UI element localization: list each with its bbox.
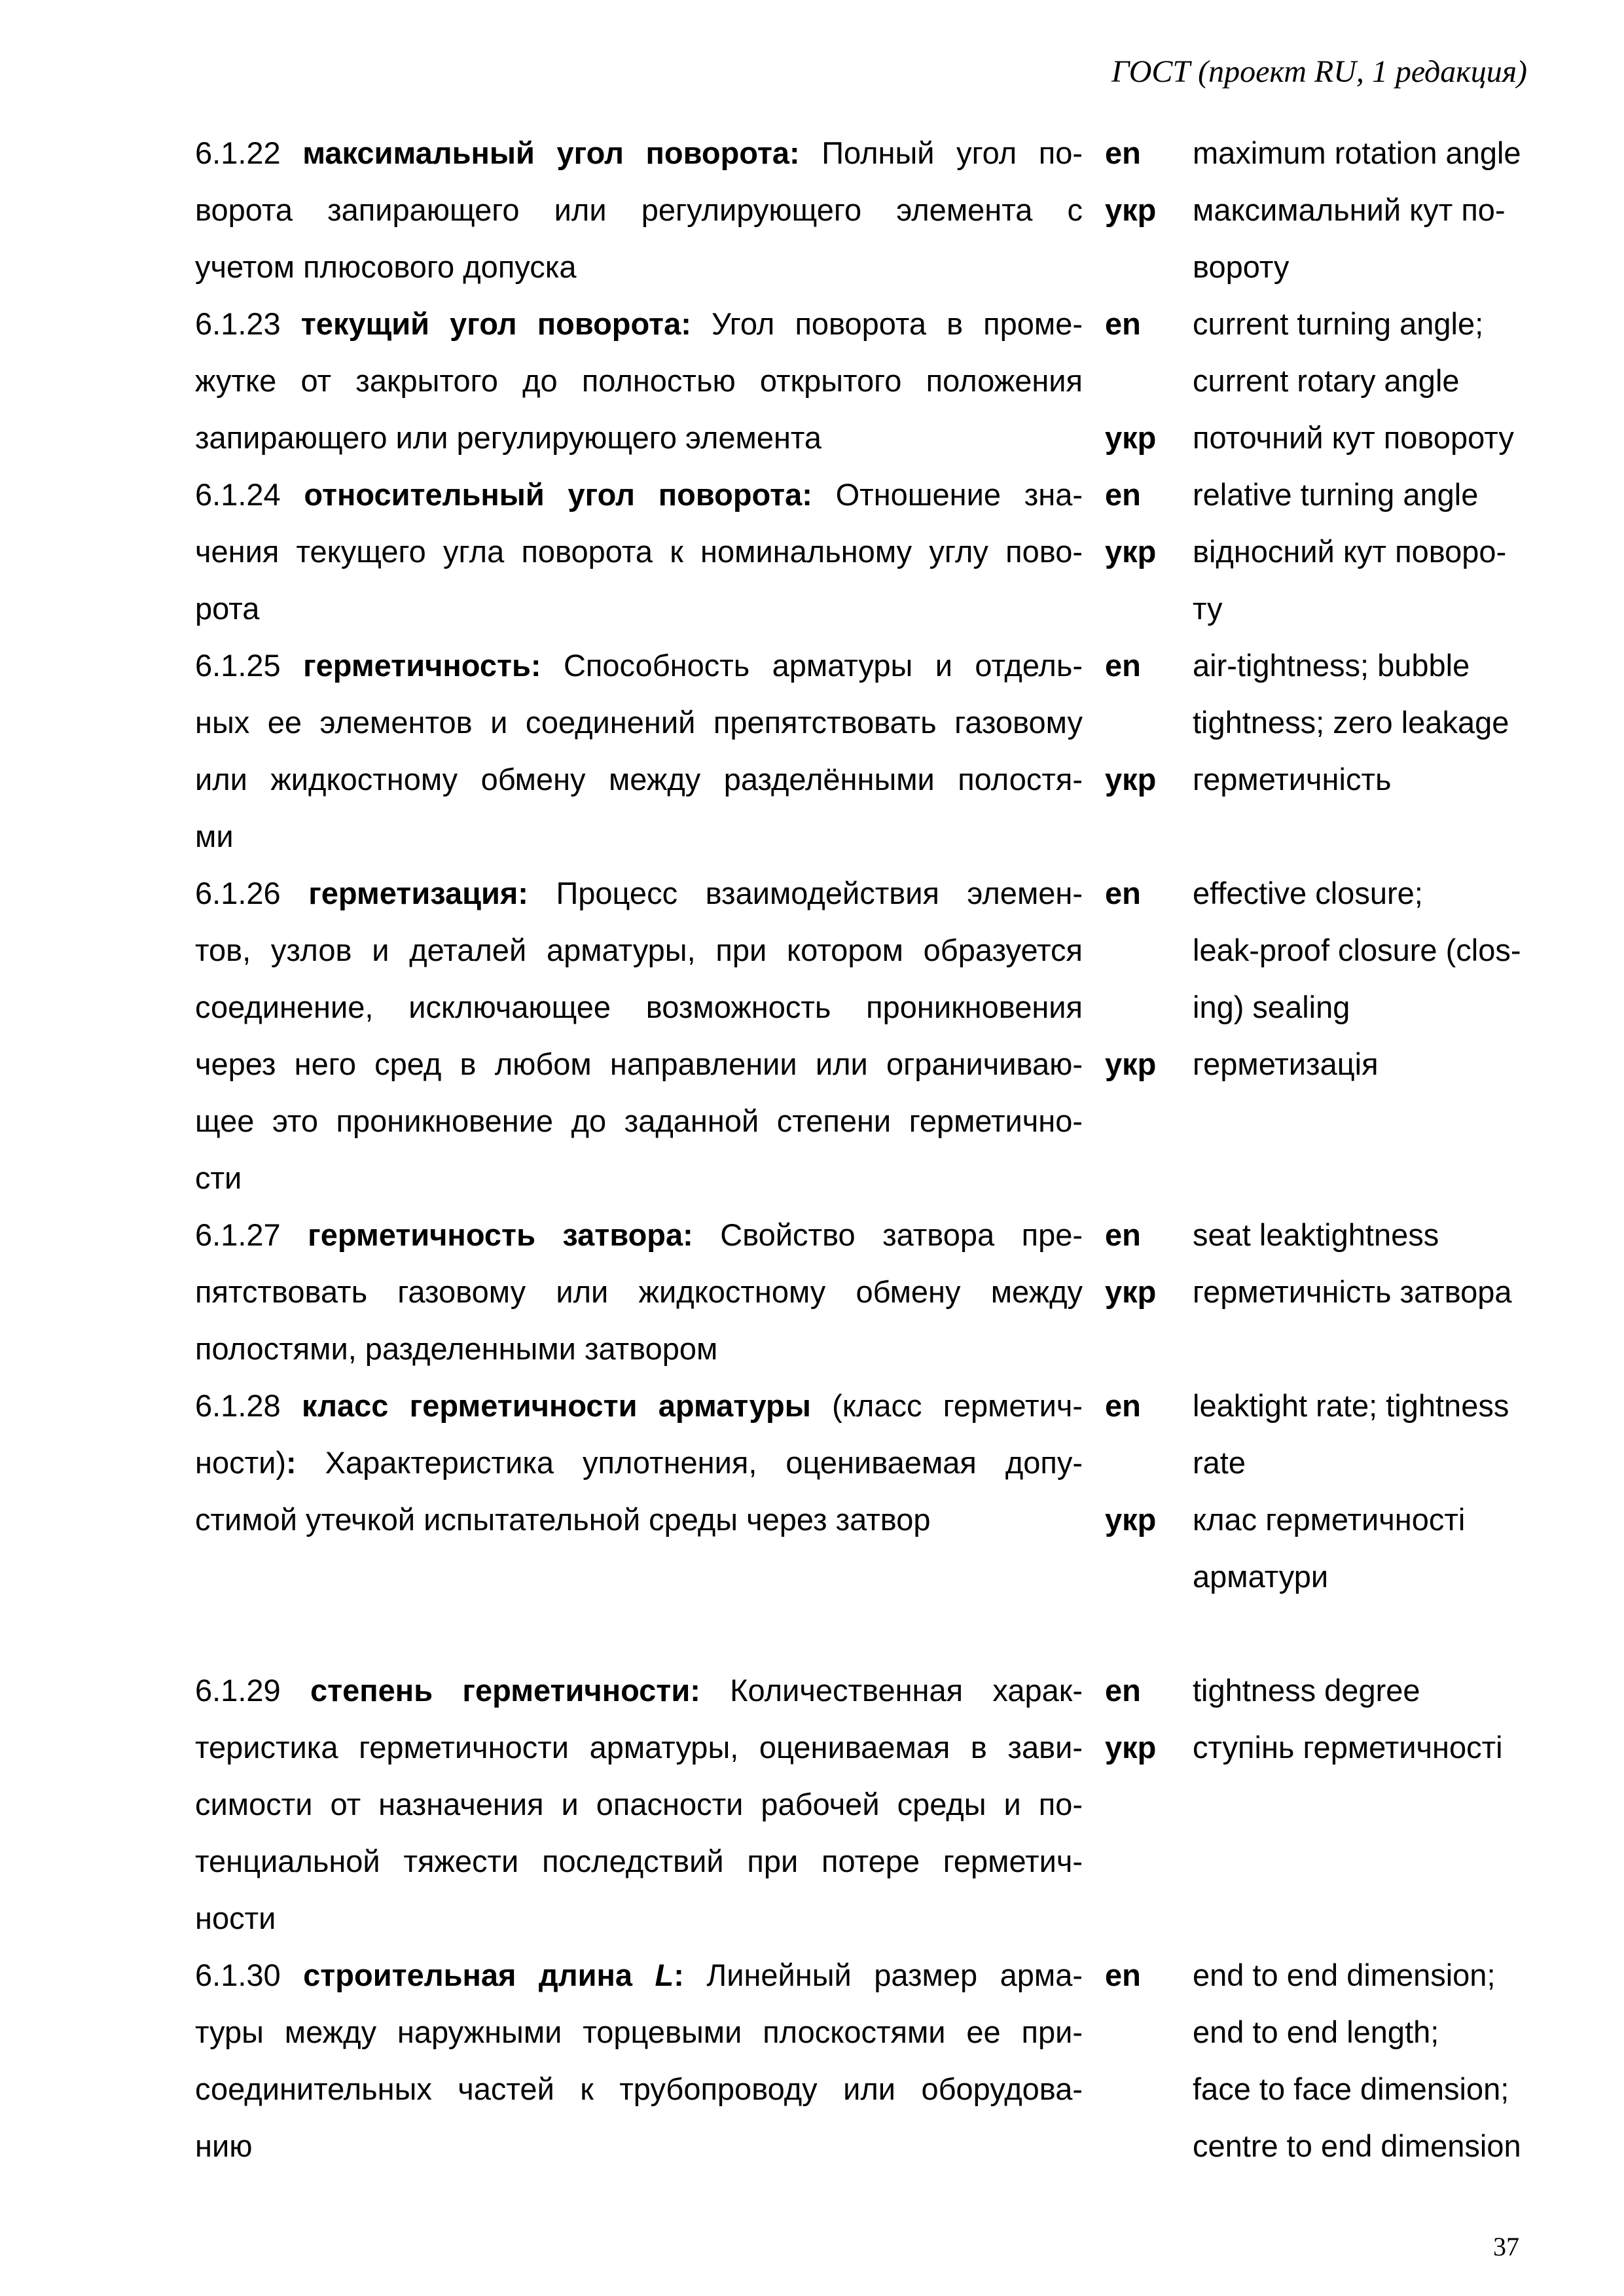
- translation-line: [1186, 1092, 1557, 1149]
- translation-line: face to face dimension;: [1193, 2072, 1509, 2106]
- definition-line: [195, 1548, 1083, 1605]
- term-entry: [195, 1662, 1557, 1946]
- term-definition: [195, 865, 1098, 1206]
- definition-text: Характеристика уплотнения, оцениваемая допу-: [296, 1445, 1083, 1480]
- translation-line: [1186, 1149, 1557, 1206]
- language-codes: [1098, 466, 1186, 637]
- translation-line: maximum rotation angle: [1193, 135, 1521, 170]
- translation-line: ing) sealing: [1193, 990, 1350, 1024]
- translation-line: [1186, 1833, 1557, 1890]
- translation-line: current turning angle;: [1193, 306, 1484, 341]
- definition-line: теристика герметичности арматуры, оцениваемая в зави-: [195, 1730, 1083, 1765]
- translation-line: current rotary angle: [1193, 363, 1460, 398]
- definition-text: 6.1.25: [195, 648, 304, 683]
- language-code: [1098, 1434, 1186, 1491]
- language-code: [1098, 694, 1186, 751]
- language-code: укр: [1105, 1047, 1157, 1081]
- translation-line: максимальний кут по-: [1193, 192, 1506, 227]
- language-code: en: [1105, 1388, 1141, 1423]
- definition-line: [195, 1946, 1083, 2003]
- definition-text: 6.1.27: [195, 1217, 308, 1252]
- language-code: [1098, 1890, 1186, 1946]
- language-code: en: [1105, 1673, 1141, 1708]
- document-header: ГОСТ (проект RU, 1 редакция): [1111, 54, 1527, 89]
- term-name: степень герметичности:: [310, 1673, 700, 1708]
- language-codes: [1098, 1377, 1186, 1605]
- definition-line: [195, 637, 1083, 694]
- definition-line: [195, 295, 1083, 352]
- translation-line: клас герметичності: [1193, 1502, 1466, 1537]
- language-code: [1098, 580, 1186, 637]
- translation-line: end to end length;: [1193, 2015, 1439, 2049]
- term-definition: [195, 124, 1098, 295]
- definition-text: 6.1.26: [195, 876, 309, 910]
- language-code: [1098, 2003, 1186, 2060]
- language-code: укр: [1105, 420, 1157, 455]
- language-code: укр: [1105, 192, 1157, 227]
- language-codes: [1098, 1206, 1186, 1377]
- definition-line: соединительных частей к трубопроводу или оборудова-: [195, 2072, 1083, 2106]
- language-code: en: [1105, 1958, 1141, 1992]
- definition-line: [195, 1377, 1083, 1434]
- language-code: укр: [1105, 762, 1157, 797]
- definition-line: [195, 865, 1083, 922]
- definition-line: стимой утечкой испытательной среды через затвор: [195, 1502, 931, 1537]
- language-codes: [1098, 1662, 1186, 1946]
- translation-line: rate: [1193, 1445, 1246, 1480]
- definition-line: [195, 1662, 1083, 1719]
- language-code: [1098, 978, 1186, 1035]
- language-code: [1098, 238, 1186, 295]
- translation-line: effective closure;: [1193, 876, 1423, 910]
- definition-text: ности): [195, 1445, 287, 1480]
- translation-line: герметизація: [1193, 1047, 1379, 1081]
- definition-text: Отношение зна-: [812, 477, 1083, 512]
- term-entry: [195, 295, 1557, 466]
- definition-line: полостями, разделенными затвором: [195, 1331, 718, 1366]
- term-name: герметизация:: [308, 876, 528, 910]
- translation-line: ту: [1193, 591, 1223, 626]
- translations: [1186, 1946, 1557, 2174]
- translation-line: air-tightness; bubble: [1193, 648, 1470, 683]
- definition-line: соединение, исключающее возможность проникновения: [195, 990, 1083, 1024]
- definition-line: рота: [195, 591, 260, 626]
- term-name: максимальный угол поворота:: [302, 135, 800, 170]
- term-name: :: [286, 1445, 297, 1480]
- definition-text: Количественная харак-: [700, 1673, 1083, 1708]
- language-code: [1098, 1776, 1186, 1833]
- language-code: укр: [1105, 1274, 1157, 1309]
- translation-line: centre to end dimension: [1193, 2128, 1521, 2163]
- definition-text: Линейный размер арма-: [683, 1958, 1083, 1992]
- translations: [1186, 295, 1557, 466]
- definition-line: ворота запирающего или регулирующего элемента с: [195, 192, 1083, 227]
- translation-line: relative turning angle: [1193, 477, 1479, 512]
- definition-line: сти: [195, 1160, 242, 1195]
- translations: [1186, 1377, 1557, 1605]
- language-codes: [1098, 865, 1186, 1206]
- translations: [1186, 865, 1557, 1206]
- translations: [1186, 1662, 1557, 1946]
- term-name: относительный угол поворота:: [304, 477, 812, 512]
- language-code: [1098, 2117, 1186, 2174]
- definition-text: (класс герметич-: [810, 1388, 1083, 1423]
- language-code: [1098, 808, 1186, 865]
- language-codes: [1098, 124, 1186, 295]
- translation-line: поточний кут повороту: [1193, 420, 1514, 455]
- definition-line: [195, 1434, 1083, 1491]
- term-definition: [195, 1206, 1098, 1377]
- translation-line: leaktight rate; tightness: [1193, 1388, 1509, 1423]
- definition-line: [195, 466, 1083, 523]
- translation-line: seat leaktightness: [1193, 1217, 1439, 1252]
- language-code: [1098, 2060, 1186, 2117]
- translation-line: leak-proof closure (clos-: [1193, 933, 1521, 967]
- definition-line: [195, 1206, 1083, 1263]
- definition-line: тенциальной тяжести последствий при потере герметич-: [195, 1844, 1083, 1878]
- language-code: [1098, 352, 1186, 409]
- language-code: [1098, 1548, 1186, 1605]
- definition-line: нию: [195, 2128, 253, 2163]
- definition-line: или жидкостному обмену между разделёнными полостя-: [195, 762, 1083, 797]
- definition-line: ми: [195, 819, 234, 853]
- translation-line: герметичність: [1193, 762, 1392, 797]
- language-code: en: [1105, 1217, 1141, 1252]
- translations: [1186, 1206, 1557, 1377]
- definition-text: Процесс взаимодействия элемен-: [528, 876, 1083, 910]
- definition-line: туры между наружными торцевыми плоскостями ее при-: [195, 2015, 1083, 2049]
- term-entry: [195, 1946, 1557, 2174]
- language-code: en: [1105, 477, 1141, 512]
- translation-line: ступінь герметичності: [1193, 1730, 1503, 1765]
- definition-text: 6.1.28: [195, 1388, 302, 1423]
- language-code: en: [1105, 306, 1141, 341]
- language-codes: [1098, 637, 1186, 865]
- page-number: 37: [1493, 2232, 1519, 2261]
- language-code: en: [1105, 135, 1141, 170]
- language-code: en: [1105, 648, 1141, 683]
- definition-line: учетом плюсового допуска: [195, 249, 577, 284]
- definition-text: Свойство затвора пре-: [693, 1217, 1083, 1252]
- definition-line: ных ее элементов и соединений препятствовать газовому: [195, 705, 1083, 740]
- language-code: укр: [1105, 1502, 1157, 1537]
- definition-line: [195, 124, 1083, 181]
- definition-text: 6.1.22: [195, 135, 303, 170]
- language-code: укр: [1105, 534, 1157, 569]
- term-definition: [195, 466, 1098, 637]
- translation-line: end to end dimension;: [1193, 1958, 1496, 1992]
- definition-text: Полный угол по-: [799, 135, 1083, 170]
- definition-line: тов, узлов и деталей арматуры, при котором образуется: [195, 933, 1083, 967]
- term-name: герметичность затвора:: [308, 1217, 693, 1252]
- translation-line: [1186, 808, 1557, 865]
- translations: [1186, 124, 1557, 295]
- translation-line: герметичність затвора: [1193, 1274, 1512, 1309]
- translation-line: вороту: [1193, 249, 1290, 284]
- term-definition: [195, 1377, 1098, 1605]
- translation-line: відносний кут поворо-: [1193, 534, 1507, 569]
- translation-line: арматури: [1193, 1559, 1329, 1594]
- language-code: [1098, 1092, 1186, 1149]
- terms-list: [195, 124, 1557, 2174]
- translation-line: tightness; zero leakage: [1193, 705, 1509, 740]
- definition-text: 6.1.23: [195, 306, 301, 341]
- definition-text: 6.1.24: [195, 477, 304, 512]
- definition-line: щее это проникновение до заданной степени герметично-: [195, 1103, 1083, 1138]
- language-code: [1098, 922, 1186, 978]
- language-code: [1098, 1149, 1186, 1206]
- translation-line: [1186, 1776, 1557, 1833]
- definition-line: чения текущего угла поворота к номинальному углу пово-: [195, 534, 1083, 569]
- definition-line: запирающего или регулирующего элемента: [195, 420, 822, 455]
- term-entry: [195, 637, 1557, 865]
- term-definition: [195, 1662, 1098, 1946]
- definition-line: через него сред в любом направлении или ограничиваю-: [195, 1047, 1083, 1081]
- language-code: [1098, 1320, 1186, 1377]
- term-entry: [195, 124, 1557, 295]
- language-code: en: [1105, 876, 1141, 910]
- definition-text: 6.1.29: [195, 1673, 310, 1708]
- language-code: [1098, 1833, 1186, 1890]
- translation-line: [1186, 1320, 1557, 1377]
- term-name: герметичность:: [303, 648, 541, 683]
- definition-line: пятствовать газовому или жидкостному обмену между: [195, 1274, 1083, 1309]
- term-entry: [195, 1377, 1557, 1605]
- definition-text: 6.1.30: [195, 1958, 304, 1992]
- translation-line: [1186, 1890, 1557, 1946]
- term-definition: [195, 295, 1098, 466]
- term-entry: [195, 1206, 1557, 1377]
- translations: [1186, 637, 1557, 865]
- definition-line: жутке от закрытого до полностью открытого положения: [195, 363, 1083, 398]
- term-name: текущий угол поворота:: [300, 306, 691, 341]
- term-definition: [195, 1946, 1098, 2174]
- definition-text: Угол поворота в проме-: [691, 306, 1083, 341]
- language-codes: [1098, 295, 1186, 466]
- term-name: L: [655, 1958, 674, 1992]
- translation-line: tightness degree: [1193, 1673, 1420, 1708]
- definition-line: симости от назначения и опасности рабочей среды и по-: [195, 1787, 1083, 1821]
- term-name: строительная длина: [303, 1958, 655, 1992]
- term-definition: [195, 637, 1098, 865]
- term-entry: [195, 865, 1557, 1206]
- term-name: класс герметичности арматуры: [301, 1388, 811, 1423]
- language-code: укр: [1105, 1730, 1157, 1765]
- language-codes: [1098, 1946, 1186, 2174]
- definition-text: Способность арматуры и отдель-: [541, 648, 1083, 683]
- term-name: :: [674, 1958, 684, 1992]
- translations: [1186, 466, 1557, 637]
- definition-line: ности: [195, 1901, 276, 1935]
- term-entry: [195, 466, 1557, 637]
